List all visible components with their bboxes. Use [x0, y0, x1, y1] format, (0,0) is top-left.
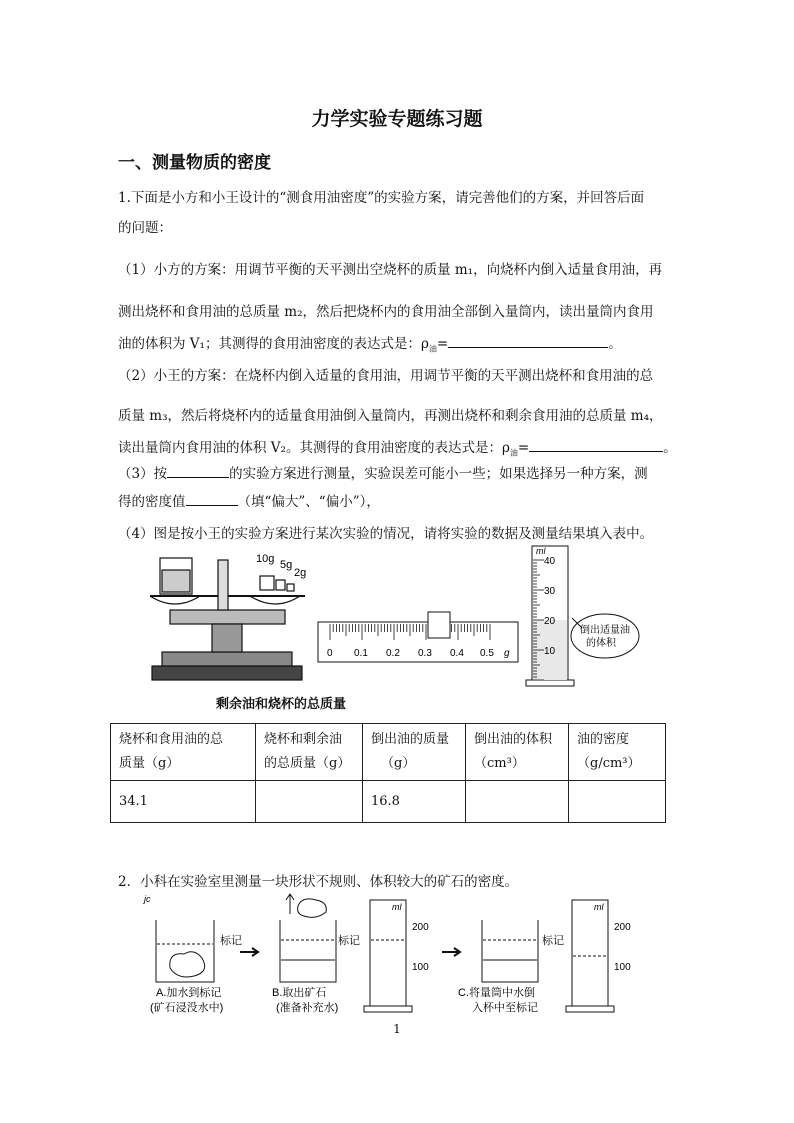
beaker-b — [280, 894, 336, 982]
balance-illustration — [150, 558, 305, 680]
q1-part3-text4: （填“偏大”、“偏小”）， — [237, 494, 380, 510]
q1-part1-end: 。 — [608, 336, 622, 352]
header-cell — [569, 724, 666, 781]
step-b-line1: B.取出矿石 — [272, 987, 327, 999]
step-c-line2: 入杯中至标记 — [472, 1002, 538, 1014]
rider-ruler — [318, 612, 518, 662]
corner-mark: jc — [144, 894, 151, 904]
q1-part3-a — [118, 462, 648, 482]
header-cell — [256, 724, 363, 781]
beaker-a — [156, 920, 214, 982]
ruler-tick-5: 0.5 — [480, 648, 494, 659]
header-line: 油的密度 — [577, 732, 630, 747]
answer-blank-3[interactable] — [167, 465, 229, 478]
q1-part2-c: 读出量筒内食用油的体积 V₂。其测得的食用油密度的表达式是：$\rho_油=$ 。 — [118, 440, 677, 458]
table-cell[interactable]: 34.1 — [111, 781, 256, 823]
header-line: （g/cm³） — [577, 756, 641, 771]
arrow-right-icon — [442, 948, 460, 956]
cyl-tick-10: 10 — [544, 646, 556, 657]
header-line: 倒出油的质量 — [371, 732, 450, 747]
table-cell[interactable]: 16.8 — [363, 781, 466, 823]
table-header-row — [111, 724, 666, 781]
results-table — [110, 723, 666, 823]
figure-balance-ruler-cylinder — [140, 540, 630, 688]
answer-blank-4[interactable] — [186, 493, 238, 506]
cylinder-unit: ml — [536, 546, 546, 556]
beaker-c — [482, 920, 538, 982]
q1-part4: （4）图是按小王的实验方案进行某次实验的情况，请将实验的数据及测量结果填入表中。 — [118, 526, 654, 542]
cylinder-2-tick-100: 100 — [614, 962, 631, 973]
answer-blank-2[interactable] — [529, 439, 663, 452]
q1-part2-end: 。 — [663, 440, 677, 456]
q1-part2-c-text: 读出量筒内食用油的体积 V₂。其测得的食用油密度的表达式是：ρ — [118, 440, 510, 456]
table-row — [111, 781, 666, 823]
step-a-line2: (矿石浸没水中) — [150, 1002, 224, 1014]
cylinder-2-unit: ml — [594, 902, 604, 912]
table-cell[interactable] — [569, 781, 666, 823]
rho-subscript: 油 — [428, 344, 437, 354]
weight-label-5g: 5g — [280, 559, 293, 571]
ruler-tick-4: 0.4 — [450, 648, 464, 659]
graduated-cylinder — [526, 546, 639, 686]
page-title: 力学实验专题练习题 — [311, 108, 483, 130]
callout-line-1: 倒出适量油 — [580, 625, 630, 636]
cylinder-1-tick-200: 200 — [412, 922, 429, 933]
cyl-tick-40: 40 — [544, 556, 556, 567]
header-cell — [363, 724, 466, 781]
q2-text: 2．小科在实验室里测量一块形状不规则、体积较大的矿石的密度。 — [118, 874, 519, 890]
q1-part2-a: （2）小王的方案：在烧杯内倒入适量的食用油，用调节平衡的天平测出烧杯和食用油的总 — [118, 368, 654, 384]
q1-part3-text3: 得的密度值 — [118, 494, 186, 510]
q1-part1-b: 测出烧杯和食用油的总质量 m₂，然后把烧杯内的食用油全部倒入量筒内，读出量筒内食用 — [118, 304, 654, 320]
cylinder-2 — [566, 900, 614, 1012]
ruler-tick-2: 0.2 — [386, 648, 400, 659]
header-line: 烧杯和食用油的总 — [119, 732, 224, 747]
mark-label-b: 标记 — [338, 935, 360, 947]
step-c-line1: C.将量筒中水倒 — [458, 987, 535, 999]
ruler-tick-0: 0 — [327, 648, 333, 659]
mark-label-c: 标记 — [542, 935, 564, 947]
q1-part3-text2: 的实验方案进行测量，实验误差可能小一些；如果选择另一种方案，测 — [229, 466, 648, 482]
q1-part1-a: （1）小方的方案：用调节平衡的天平测出空烧杯的质量 m₁，向烧杯内倒入适量食用油，再 — [118, 262, 663, 278]
arrow-right-icon — [240, 948, 258, 956]
rider — [428, 612, 450, 638]
ruler-tick-1: 0.1 — [354, 648, 368, 659]
table-cell[interactable] — [256, 781, 363, 823]
callout-line-2: 的体积 — [586, 638, 616, 649]
q1-part3-b — [118, 490, 380, 510]
cylinder-2-tick-200: 200 — [614, 922, 631, 933]
cyl-tick-20: 20 — [544, 616, 556, 627]
header-line: 质量（g） — [119, 756, 180, 771]
q1-part1-c-text: 油的体积为 V₁；其测得的食用油密度的表达式是：ρ — [118, 336, 429, 352]
cylinder-1-unit: ml — [392, 902, 402, 912]
header-line: 烧杯和剩余油 — [264, 732, 343, 747]
figure-ore-procedure — [140, 890, 660, 1020]
q1-part3-text1: （3）按 — [118, 466, 168, 482]
page-number: 1 — [393, 1022, 401, 1036]
cylinder-1 — [364, 900, 412, 1012]
step-a-line1: A.加水到标记 — [156, 987, 222, 999]
q1-part1-c: 油的体积为 V₁；其测得的食用油密度的表达式是：$\rho_油=$ 。 — [118, 336, 622, 354]
header-line: （cm³） — [474, 756, 525, 771]
header-line: 倒出油的体积 — [474, 732, 553, 747]
ruler-tick-3: 0.3 — [418, 648, 432, 659]
table-cell[interactable] — [466, 781, 569, 823]
ruler-unit: g — [504, 648, 510, 659]
step-b-line2: (准备补充水) — [276, 1002, 339, 1014]
callout-bubble — [571, 614, 639, 658]
q1-intro-a: 1.下面是小方和小王设计的“测食用油密度”的实验方案，请完善他们的方案，并回答后面 — [118, 190, 645, 206]
weight-label-10g: 10g — [256, 553, 275, 565]
section-heading: 一、测量物质的密度 — [118, 153, 271, 173]
rho-subscript-2: 油 — [509, 448, 518, 458]
header-cell — [111, 724, 256, 781]
header-line: （g） — [381, 756, 416, 771]
header-line: 的总质量（g） — [264, 756, 351, 771]
q1-part2-b: 质量 m₃，然后将烧杯内的适量食用油倒入量筒内，再测出烧杯和剩余食用油的总质量 m₄， — [118, 408, 663, 424]
header-cell — [466, 724, 569, 781]
mark-label-a: 标记 — [220, 935, 242, 947]
weight-label-2g: 2g — [294, 567, 307, 579]
cylinder-1-tick-100: 100 — [412, 962, 429, 973]
cyl-tick-30: 30 — [544, 586, 556, 597]
answer-blank-1[interactable] — [448, 335, 608, 348]
q1-intro-b: 的问题： — [118, 220, 172, 236]
table-caption: 剩余油和烧杯的总质量 — [216, 697, 347, 712]
